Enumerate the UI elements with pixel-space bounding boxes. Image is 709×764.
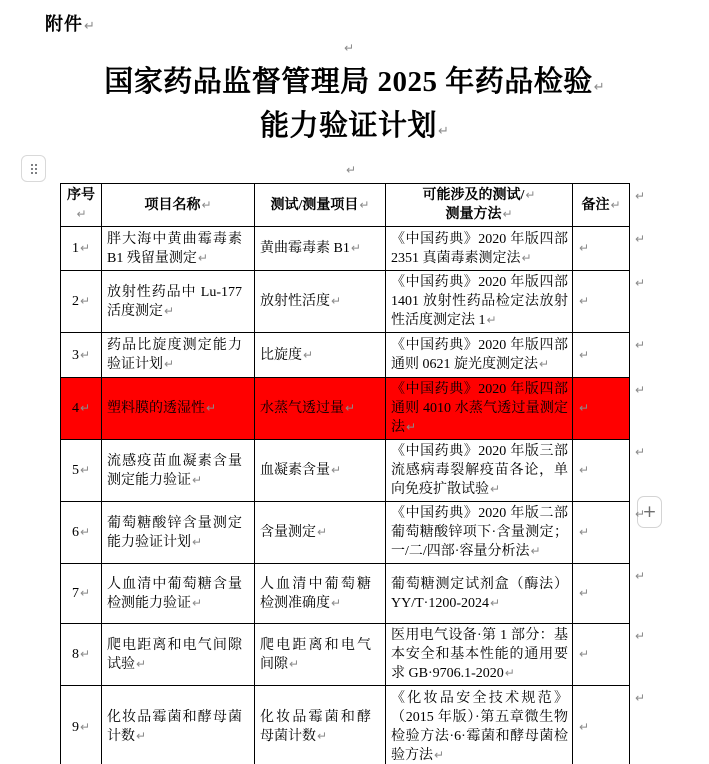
project-name-cell-text: 爬电距离和电气间隙试验 (107, 637, 242, 672)
method-cell[interactable] (386, 686, 573, 764)
paragraph-mark: ↵ (635, 690, 646, 705)
row-number-cell[interactable] (61, 227, 102, 271)
test-item-cell-text: 人血清中葡萄糖检测准确度 (260, 576, 371, 611)
paragraph-mark: ↵ (521, 250, 532, 265)
paragraph-mark: ↵ (635, 382, 646, 397)
paragraph-mark: ↵ (635, 568, 646, 583)
paragraph-mark: ↵ (504, 666, 515, 680)
title-line-1: 国家药品监督管理局 2025 年药品检验↵ (104, 66, 605, 98)
row-end-mark-cell (630, 564, 656, 624)
column-header-label: 测量方法 (445, 207, 502, 222)
method-cell[interactable] (386, 227, 573, 271)
table-row (61, 227, 656, 271)
paragraph-mark: ↵ (136, 729, 147, 743)
row-number-cell[interactable] (61, 564, 102, 624)
row-number-cell-text: 4 (71, 401, 79, 416)
test-item-cell[interactable] (255, 502, 386, 564)
empty-paragraph-mark: ↵ (346, 163, 357, 177)
project-name-cell-text: 药品比旋度测定能力验证计划 (107, 338, 242, 372)
paragraph-mark: ↵ (579, 719, 590, 734)
paragraph-mark: ↵ (434, 748, 445, 762)
project-name-cell-text: 化妆品霉菌和酵母菌计数 (107, 710, 242, 744)
table-row (61, 378, 656, 440)
paragraph-mark: ↵ (490, 482, 501, 496)
remark-cell[interactable] (573, 624, 630, 686)
row-number-cell[interactable] (61, 378, 102, 440)
row-end-mark-cell (630, 227, 656, 271)
paragraph-mark: ↵ (164, 357, 175, 371)
paragraph-mark: ↵ (136, 656, 147, 671)
row-number-cell-text: 1 (71, 241, 79, 256)
paragraph-mark: ↵ (84, 19, 95, 34)
project-name-cell-text: 胖大海中黄曲霉毒素B1 残留量测定 (107, 231, 242, 266)
paragraph-mark: ↵ (438, 124, 449, 139)
row-number-cell-text: 5 (71, 463, 79, 478)
project-name-cell[interactable] (102, 564, 255, 624)
remark-cell[interactable] (573, 271, 630, 333)
table-header-row (61, 184, 656, 227)
method-cell-text: 《化妆品安全技术规范》（2015 年版）·第五章微生物检验方法·6·霉菌和酵母菌检验方法 (391, 691, 568, 763)
remark-cell[interactable] (573, 333, 630, 378)
method-cell[interactable] (386, 624, 573, 686)
column-header[interactable] (102, 184, 255, 227)
row-number-cell-text: 7 (71, 586, 79, 601)
test-item-cell-text: 化妆品霉菌和酵母菌计数 (260, 710, 371, 744)
method-cell[interactable] (386, 502, 573, 564)
test-item-cell[interactable] (255, 624, 386, 686)
verification-plan-table (60, 183, 656, 764)
paragraph-mark: ↵ (579, 463, 590, 477)
method-cell-text: 《中国药典》2020 年版四部通则 0621 旋光度测定法 (391, 338, 568, 372)
table-row (61, 271, 656, 333)
table-row (61, 502, 656, 564)
row-end-mark-cell (630, 333, 656, 378)
remark-cell[interactable] (573, 440, 630, 502)
method-cell[interactable] (386, 564, 573, 624)
attachment-label[interactable] (45, 10, 95, 36)
paragraph-mark: ↵ (635, 231, 646, 246)
project-name-cell-text: 葡萄糖酸锌含量测定能力验证计划 (107, 515, 242, 550)
paragraph-mark: ↵ (164, 303, 175, 318)
paragraph-mark: ↵ (490, 595, 501, 610)
paragraph-mark: ↵ (79, 294, 91, 308)
project-name-cell[interactable] (102, 440, 255, 502)
column-header[interactable] (386, 184, 573, 227)
paragraph-mark: ↵ (579, 525, 590, 539)
test-item-cell[interactable] (255, 271, 386, 333)
project-name-cell[interactable] (102, 686, 255, 764)
row-number-cell[interactable] (61, 333, 102, 378)
plus-icon: + (642, 502, 657, 522)
column-header[interactable] (61, 184, 102, 227)
method-cell-text: 《中国药典》2020 年版四部通则 4010 水蒸气透过量测定法 (391, 382, 568, 435)
paragraph-mark: ↵ (345, 401, 356, 415)
paragraph-mark: ↵ (635, 188, 646, 203)
paragraph-mark: ↵ (530, 544, 541, 558)
test-item-cell[interactable] (255, 440, 386, 502)
row-number-cell[interactable] (61, 440, 102, 502)
paragraph-mark: ↵ (579, 347, 590, 362)
method-cell-text: 《中国药典》2020 年版四部 1401 放射性药品检定法放射性活度测定法 1 (391, 275, 568, 328)
project-name-cell[interactable] (102, 271, 255, 333)
row-number-cell-text: 8 (71, 647, 79, 662)
paragraph-mark: ↵ (79, 525, 91, 539)
column-header-label: 测试/测量项目 (270, 197, 359, 213)
method-cell-text: 《中国药典》2020 年版三部流感病毒裂解疫苗各论，单向免疫扩散试验 (391, 444, 568, 497)
method-cell-text: 《中国药典》2020 年版二部葡萄糖酸锌项下·含量测定；一/二/四部·容量分析法 (391, 506, 568, 559)
column-header-label: 序号 (67, 188, 95, 203)
paragraph-mark: ↵ (79, 719, 91, 734)
paragraph-mark: ↵ (579, 647, 590, 661)
paragraph-mark: ↵ (502, 207, 513, 221)
test-item-cell-text: 爬电距离和电气间隙 (260, 637, 371, 672)
method-cell[interactable] (386, 271, 573, 333)
paragraph-mark: ↵ (303, 347, 314, 362)
test-item-cell[interactable] (255, 378, 386, 440)
column-header-label: 备注 (581, 197, 610, 213)
test-item-cell-text: 水蒸气透过量 (260, 401, 344, 416)
paragraph-mark: ↵ (79, 241, 91, 255)
paragraph-mark: ↵ (635, 506, 646, 521)
test-item-cell-text: 含量测定 (260, 525, 316, 540)
test-item-cell-text: 比旋度 (260, 347, 302, 363)
table-row (61, 624, 656, 686)
row-number-cell[interactable] (61, 271, 102, 333)
table-row (61, 564, 656, 624)
table-drag-handle[interactable] (21, 155, 46, 182)
paragraph-mark: ↵ (579, 586, 590, 600)
paragraph-mark: ↵ (79, 586, 91, 600)
column-header[interactable] (573, 184, 630, 227)
project-name-cell-text: 塑料膜的透湿性 (107, 401, 205, 416)
project-name-cell[interactable] (102, 378, 255, 440)
paragraph-mark: ↵ (79, 401, 91, 415)
test-item-cell-text: 血凝素含量 (260, 463, 330, 478)
paragraph-mark: ↵ (331, 595, 342, 610)
column-header[interactable] (255, 184, 386, 227)
paragraph-mark: ↵ (197, 250, 208, 265)
paragraph-mark: ↵ (289, 656, 300, 671)
table-row (61, 333, 656, 378)
paragraph-mark: ↵ (406, 420, 417, 434)
test-item-cell-text: 黄曲霉毒素 B1 (260, 241, 350, 256)
paragraph-mark: ↵ (635, 444, 646, 459)
method-cell[interactable] (386, 333, 573, 378)
column-header-label: 可能涉及的测试/ (422, 188, 525, 203)
title-line-2: 能力验证计划↵ (260, 110, 449, 142)
remark-cell[interactable] (573, 564, 630, 624)
paragraph-mark: ↵ (579, 294, 590, 308)
project-name-cell-text: 流感疫苗血凝素含量测定能力验证 (107, 453, 242, 488)
project-name-cell[interactable] (102, 502, 255, 564)
row-number-cell-text: 3 (71, 347, 79, 363)
paragraph-mark: ↵ (201, 197, 212, 212)
project-name-cell-text: 人血清中葡萄糖含量检测能力验证 (107, 576, 242, 611)
test-item-cell[interactable] (255, 227, 386, 271)
paragraph-mark: ↵ (610, 197, 621, 212)
paragraph-mark: ↵ (79, 647, 91, 661)
test-item-cell-text: 放射性活度 (260, 294, 330, 309)
row-end-mark-cell (630, 440, 656, 502)
paragraph-mark: ↵ (331, 463, 342, 477)
remark-cell[interactable] (573, 227, 630, 271)
paragraph-mark: ↵ (317, 729, 328, 743)
row-end-mark-cell (630, 686, 656, 764)
paragraph-mark: ↵ (350, 241, 361, 255)
test-item-cell[interactable] (255, 686, 386, 764)
project-name-cell[interactable] (102, 227, 255, 271)
test-item-cell[interactable] (255, 564, 386, 624)
row-end-mark-cell (630, 184, 656, 227)
paragraph-mark: ↵ (635, 337, 646, 352)
method-cell[interactable] (386, 378, 573, 440)
row-number-cell-text: 2 (71, 294, 79, 309)
row-end-mark-cell (630, 378, 656, 440)
paragraph-mark: ↵ (192, 472, 203, 487)
empty-paragraph-mark: ↵ (344, 41, 355, 55)
method-cell-text: 葡萄糖测定试剂盒（酶法）YY/T·1200-2024 (391, 576, 568, 611)
paragraph-mark: ↵ (635, 275, 646, 290)
row-number-cell[interactable] (61, 502, 102, 564)
paragraph-mark: ↵ (317, 525, 328, 539)
paragraph-mark: ↵ (525, 188, 536, 202)
project-name-cell[interactable] (102, 624, 255, 686)
paragraph-mark: ↵ (486, 313, 497, 327)
method-cell-text: 《中国药典》2020 年版四部 2351 真菌毒素测定法 (391, 231, 568, 266)
method-cell-text: 医用电气设备·第 1 部分：基本安全和基本性能的通用要求 GB·9706.1-2020 (391, 628, 568, 681)
paragraph-mark: ↵ (79, 463, 91, 477)
attachment-text: 附件 (45, 14, 83, 34)
remark-cell[interactable] (573, 378, 630, 440)
paragraph-mark: ↵ (79, 347, 91, 362)
paragraph-mark: ↵ (593, 80, 605, 95)
project-name-cell[interactable] (102, 333, 255, 378)
paragraph-mark: ↵ (359, 197, 370, 212)
paragraph-mark: ↵ (579, 401, 590, 415)
paragraph-mark: ↵ (206, 401, 217, 415)
row-end-mark-cell (630, 624, 656, 686)
row-number-cell-text: 6 (71, 525, 79, 540)
table-row (61, 686, 656, 764)
remark-cell[interactable] (573, 502, 630, 564)
row-number-cell-text: 9 (71, 719, 79, 735)
paragraph-mark: ↵ (192, 595, 203, 610)
row-number-cell[interactable] (61, 686, 102, 764)
table-body (61, 227, 656, 764)
test-item-cell[interactable] (255, 333, 386, 378)
row-end-mark-cell (630, 271, 656, 333)
table-row (61, 440, 656, 502)
paragraph-mark: ↵ (192, 534, 203, 549)
column-header-label: 项目名称 (144, 197, 201, 213)
row-number-cell[interactable] (61, 624, 102, 686)
remark-cell[interactable] (573, 686, 630, 764)
method-cell[interactable] (386, 440, 573, 502)
paragraph-mark: ↵ (76, 207, 87, 221)
paragraph-mark: ↵ (539, 357, 550, 371)
page-title[interactable] (0, 63, 709, 151)
project-name-cell-text: 放射性药品中 Lu-177 活度测定 (107, 284, 242, 319)
drag-handle-icon (30, 163, 38, 175)
paragraph-mark: ↵ (635, 628, 646, 643)
paragraph-mark: ↵ (579, 241, 590, 255)
paragraph-mark: ↵ (331, 294, 342, 308)
row-end-mark-cell (630, 502, 656, 564)
